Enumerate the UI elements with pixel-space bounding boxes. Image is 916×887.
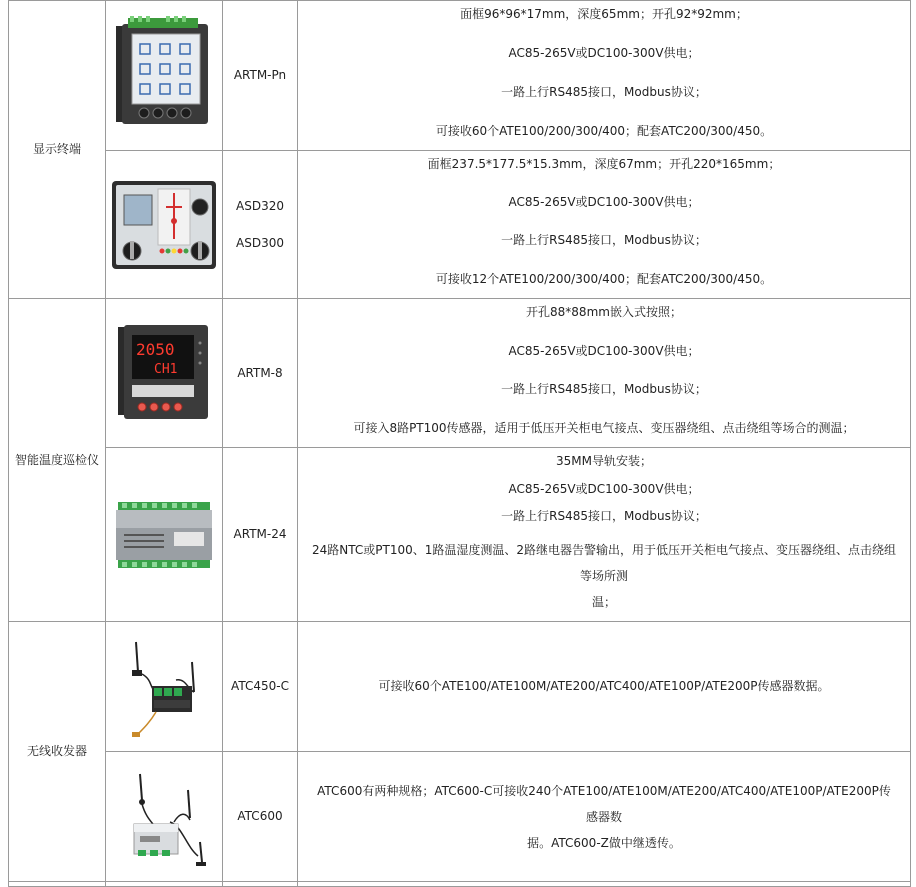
- description-cell: [298, 622, 911, 752]
- product-spec-table: [8, 0, 911, 887]
- table-row: [9, 622, 911, 752]
- desc-line: 面框96*96*17mm，深度65mm；开孔92*92mm；: [460, 7, 748, 21]
- description-cell: [298, 151, 911, 299]
- model-name: ASD300: [236, 235, 284, 250]
- desc-line: AC85-265V或DC100-300V供电；: [508, 343, 700, 358]
- desc-line: 开孔88*88mm嵌入式按照；: [526, 305, 682, 319]
- category-label: 无线收发器: [26, 744, 87, 759]
- desc-line: 据。ATC600-Z做中继透传。: [527, 835, 681, 850]
- model-name: ATC450-C: [231, 679, 289, 694]
- desc-line: 24路NTC或PT100、1路温湿度测温、2路继电器告警输出，用于低压开关柜电气接点、变压器绕组、点击绕组等场所测: [312, 542, 896, 583]
- desc-line: 一路上行RS485接口，Modbus协议；: [501, 509, 707, 524]
- category-cell: [9, 882, 106, 887]
- description-cell: [298, 882, 911, 887]
- model-cell: [223, 622, 298, 752]
- desc-line: 一路上行RS485接口，Modbus协议；: [501, 382, 707, 397]
- artm-8-device-photo: [106, 323, 222, 423]
- category-label: 显示终端: [32, 142, 81, 157]
- model-cell: [223, 882, 298, 887]
- category-label: 智能温度巡检仪: [14, 452, 99, 467]
- product-image-cell: [106, 882, 223, 887]
- model-name: ASD320: [236, 199, 284, 214]
- desc-line: 可接入8路PT100传感器，适用于低压开关柜电气接点、变压器绕组、点击绕组等场合的测温；: [353, 420, 855, 435]
- desc-line: ATC600有两种规格；ATC600-C可接收240个ATE100/ATE100M/ATE200/ATC400/ATE100P/ATE200P传感器数: [317, 783, 891, 824]
- product-image-cell: [106, 299, 223, 448]
- model-name: ATC600: [237, 809, 283, 824]
- category-cell: [9, 1, 106, 299]
- table-row: [9, 882, 911, 887]
- product-image-cell: [106, 151, 223, 299]
- desc-line: AC85-265V或DC100-300V供电；: [508, 195, 700, 210]
- display-channel: CH1: [154, 362, 178, 377]
- model-cell: [223, 1, 298, 151]
- table-row: [9, 752, 911, 882]
- product-image-cell: [106, 622, 223, 752]
- category-cell: [9, 299, 106, 622]
- desc-line: 面框237.5*177.5*15.3mm，深度67mm；开孔220*165mm；: [427, 157, 781, 171]
- desc-line: 可接收60个ATE100/ATE100M/ATE200/ATC400/ATE100P/ATE200P传感器数据。: [378, 679, 830, 694]
- category-cell: [9, 622, 106, 882]
- product-image-cell: [106, 1, 223, 151]
- model-name: ARTM-8: [237, 365, 283, 380]
- model-cell: [223, 448, 298, 622]
- table-row: [9, 151, 911, 299]
- model-name: ARTM-24: [233, 527, 287, 542]
- product-image-cell: [106, 752, 223, 882]
- artm-pn-device-photo: [106, 16, 222, 136]
- description-cell: [298, 448, 911, 622]
- desc-line: 一路上行RS485接口，Modbus协议；: [501, 84, 707, 99]
- model-cell: [223, 752, 298, 882]
- product-image-cell: [106, 448, 223, 622]
- table-row: [9, 1, 911, 151]
- table-row: [9, 299, 911, 448]
- atc600-device-photo: [106, 762, 222, 872]
- table-row: [9, 448, 911, 622]
- atc450-c-device-photo: [106, 632, 222, 742]
- desc-line: AC85-265V或DC100-300V供电；: [508, 481, 700, 496]
- description-cell: [298, 1, 911, 151]
- model-cell: [223, 151, 298, 299]
- display-reading: 2050: [136, 340, 175, 359]
- description-cell: [298, 299, 911, 448]
- desc-line: AC85-265V或DC100-300V供电；: [508, 45, 700, 60]
- asd320-device-photo: [106, 177, 222, 273]
- desc-line: 可接收12个ATE100/200/300/400；配套ATC200/300/450。: [435, 271, 773, 286]
- desc-line: 温；: [591, 594, 616, 609]
- desc-line: 35MM导轨安装；: [556, 454, 652, 468]
- desc-line: 一路上行RS485接口，Modbus协议；: [501, 233, 707, 248]
- artm-24-device-photo: [106, 500, 222, 570]
- description-cell: [298, 752, 911, 882]
- model-name: ARTM-Pn: [233, 68, 287, 83]
- desc-line: 可接收60个ATE100/200/300/400；配套ATC200/300/450。: [435, 123, 773, 138]
- model-cell: [223, 299, 298, 448]
